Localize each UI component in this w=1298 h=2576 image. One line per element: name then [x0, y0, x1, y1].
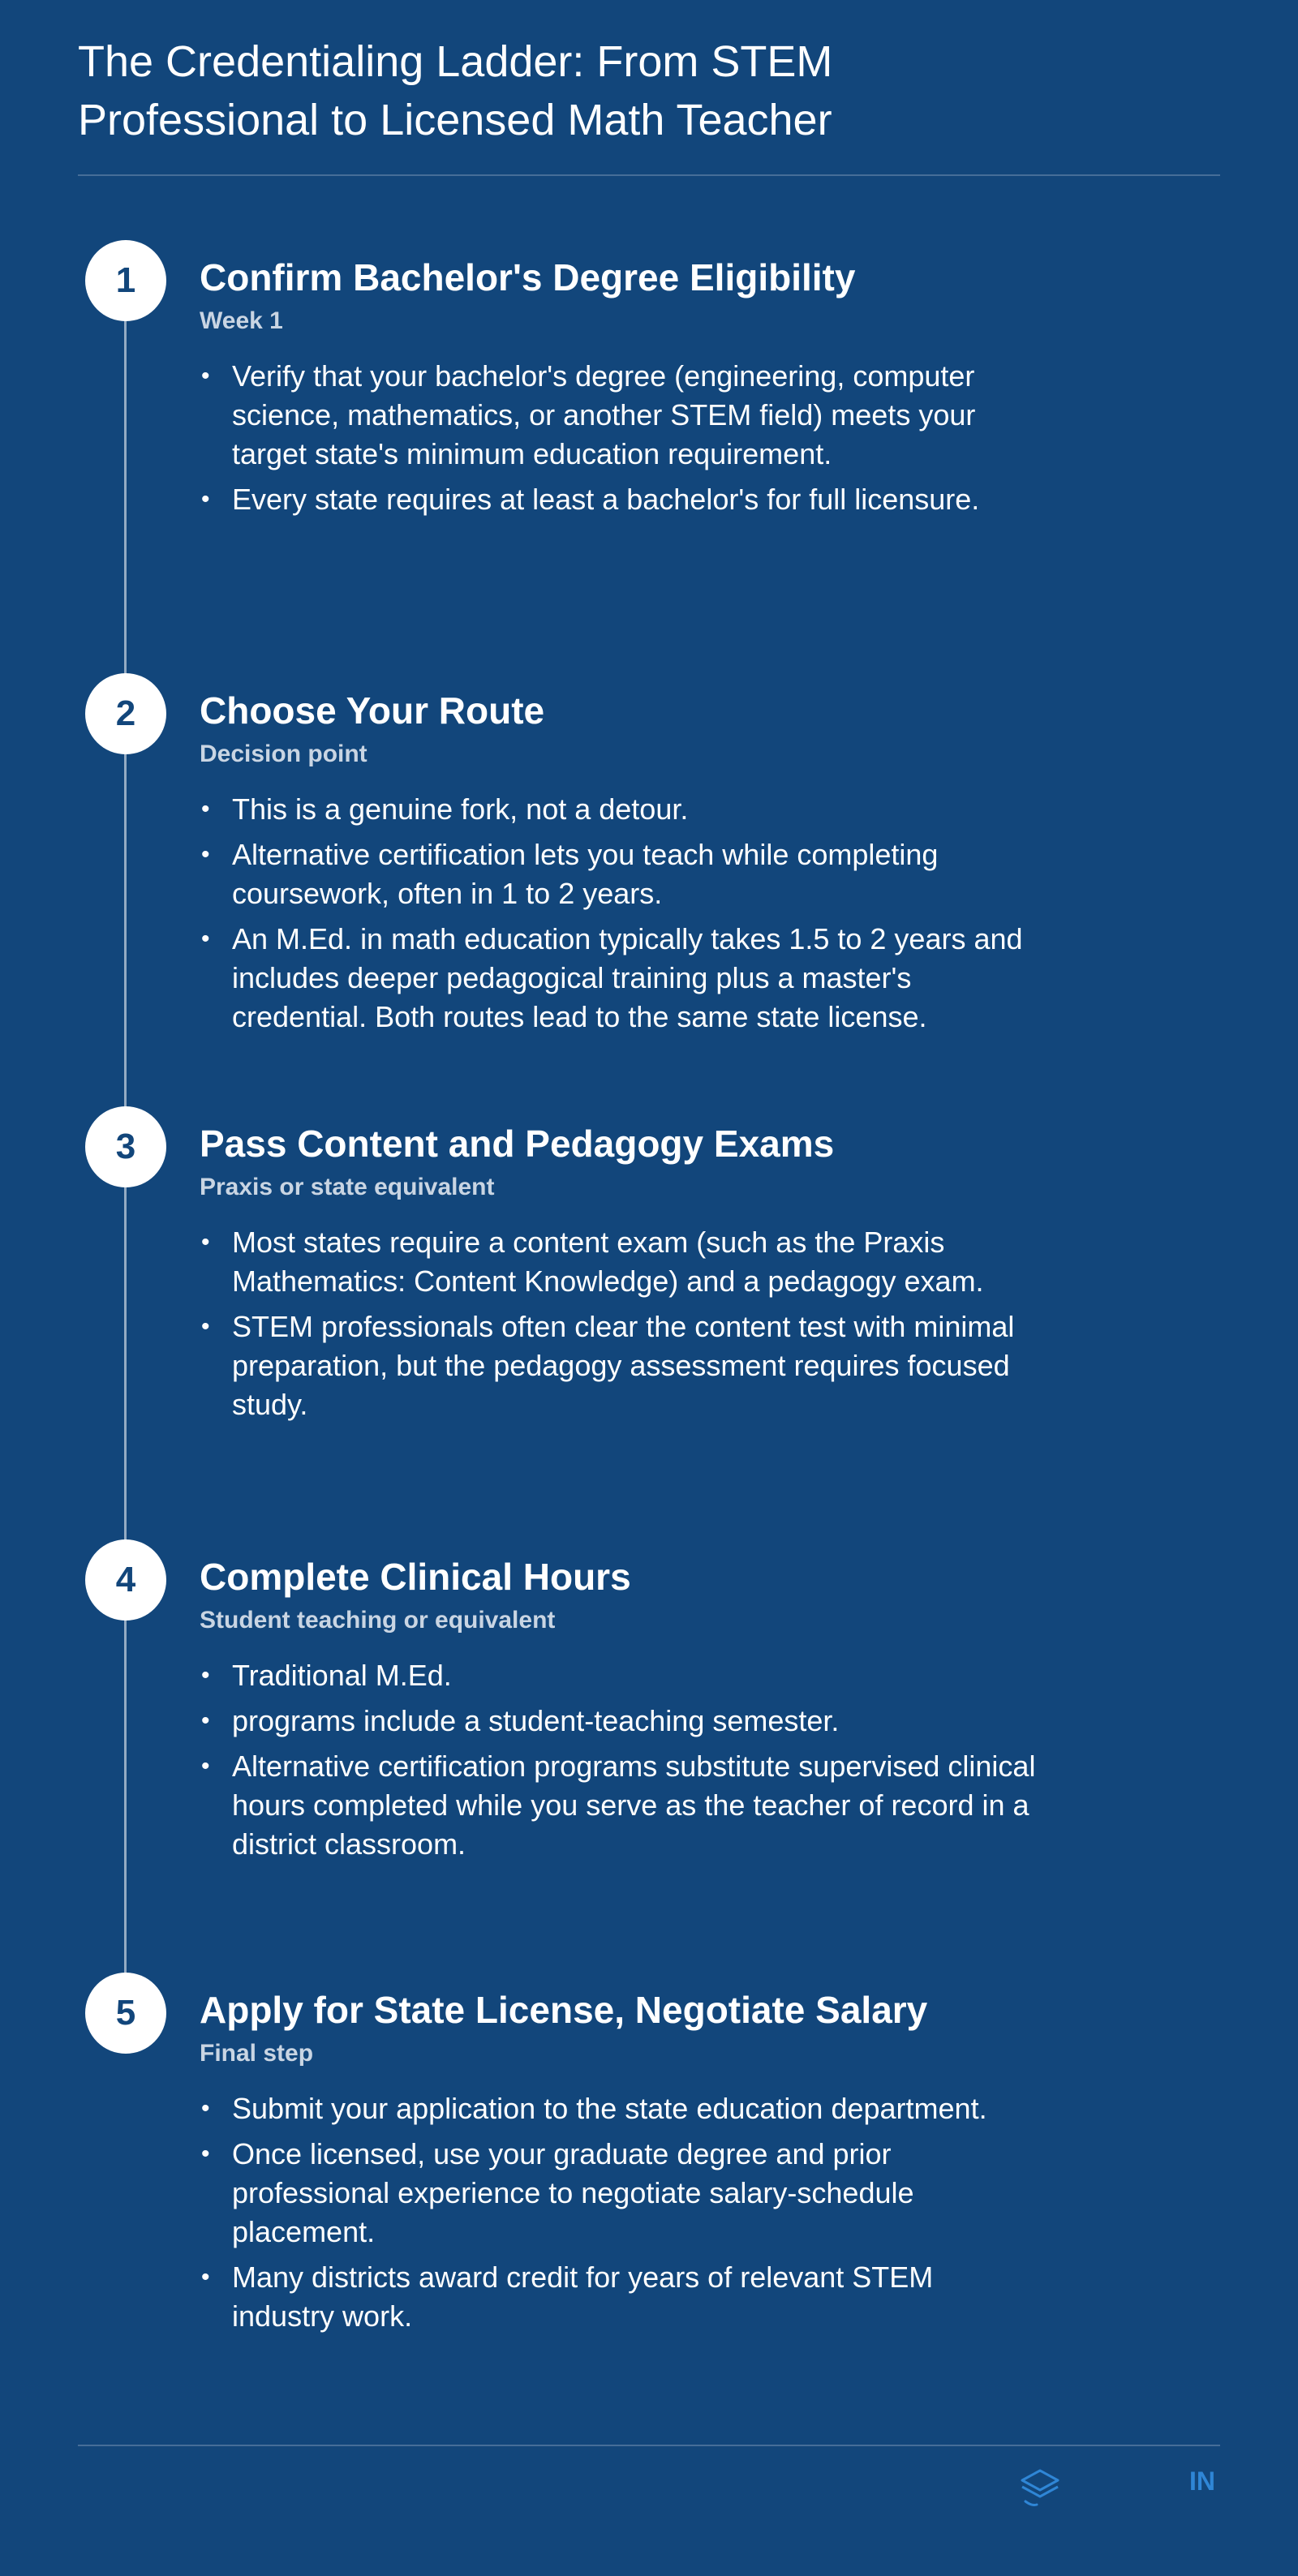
step-number: 3 — [85, 1106, 166, 1187]
bullet-text: STEM professionals often clear the content test with minimal preparation, but the pedagogy assessment requires focused study. — [232, 1310, 1015, 1421]
bullet-item — [200, 835, 1043, 913]
step-content — [200, 253, 1043, 526]
bullet-icon: • — [201, 2264, 210, 2290]
bullet-icon: • — [201, 841, 210, 868]
footer-brand: IN — [1189, 2467, 1215, 2496]
step-subtitle: Week 1 — [200, 307, 283, 334]
bullet-text: Once licensed, use your graduate degree and prior professional experience to negotiate salary-schedule placement. — [232, 2137, 914, 2248]
footer-divider — [78, 2445, 1220, 2446]
step-bullets — [200, 790, 1043, 1037]
bullet-icon: • — [201, 363, 210, 389]
bullet-text: Many districts award credit for years of relevant STEM industry work. — [232, 2260, 934, 2333]
header-divider — [78, 174, 1220, 176]
bullet-icon: • — [201, 1662, 210, 1689]
bullet-text: This is a genuine fork, not a detour. — [232, 792, 689, 826]
bullet-icon: • — [201, 2095, 210, 2122]
bullet-item — [200, 1747, 1043, 1864]
step-content — [200, 1552, 1043, 1870]
bullet-icon: • — [201, 1313, 210, 1340]
bullet-icon: • — [201, 796, 210, 822]
step-number: 4 — [85, 1539, 166, 1621]
step-subtitle: Student teaching or equivalent — [200, 1607, 556, 1634]
bullet-item — [200, 1656, 1043, 1695]
step-number: 1 — [85, 240, 166, 321]
bullet-icon: • — [201, 1229, 210, 1256]
bullet-text: An M.Ed. in math education typically takes 1.5 to 2 years and includes deeper pedagogical training plus a master's credential. Both routes lead to the same state license. — [232, 922, 1023, 1033]
bullet-item — [200, 790, 1043, 829]
step-bullets — [200, 1656, 1043, 1864]
bullet-icon: • — [201, 1707, 210, 1734]
bullet-text: Alternative certification programs substitute supervised clinical hours completed while you serve as the teacher of record in a district classroom. — [232, 1750, 1036, 1861]
bullet-text: Most states require a content exam (such as the Praxis Mathematics: Content Knowledge) and a pedagogy exam. — [232, 1226, 984, 1298]
bullet-text: Alternative certification lets you teach while completing coursework, often in 1 to 2 years. — [232, 838, 939, 910]
step-content — [200, 1119, 1043, 1431]
step-title: Choose Your Route — [200, 689, 545, 732]
bullet-text: Every state requires at least a bachelor's for full licensure. — [232, 483, 980, 516]
step-title: Apply for State License, Negotiate Salary — [200, 1989, 928, 2031]
bullet-text: programs include a student-teaching semester. — [232, 1704, 840, 1737]
step-bullets — [200, 1223, 1043, 1424]
bullet-item — [200, 2089, 1043, 2128]
step-title: Pass Content and Pedagogy Exams — [200, 1123, 835, 1165]
step-subtitle: Decision point — [200, 741, 367, 767]
bullet-item — [200, 920, 1043, 1037]
bullet-item — [200, 2258, 1043, 2336]
layers-icon — [1017, 2466, 1063, 2511]
bullet-icon: • — [201, 486, 210, 513]
bullet-text: Traditional M.Ed. — [232, 1659, 452, 1692]
bullet-text: Submit your application to the state education department. — [232, 2092, 987, 2125]
step-subtitle: Praxis or state equivalent — [200, 1174, 495, 1200]
bullet-icon: • — [201, 1753, 210, 1780]
step-number: 2 — [85, 673, 166, 754]
bullet-item — [200, 1223, 1043, 1301]
step-title: Confirm Bachelor's Degree Eligibility — [200, 256, 856, 298]
bullet-icon: • — [201, 2140, 210, 2167]
bullet-item — [200, 357, 1043, 474]
bullet-item — [200, 2135, 1043, 2252]
step-content — [200, 1986, 1043, 2342]
bullet-text: Verify that your bachelor's degree (engineering, computer science, mathematics, or another STEM field) meets your target state's minimum education requirement. — [232, 359, 976, 470]
bullet-item — [200, 1307, 1043, 1424]
step-title: Complete Clinical Hours — [200, 1556, 631, 1598]
page-title: The Credentialing Ladder: From STEM Professional to Licensed Math Teacher — [78, 37, 833, 144]
bullet-item — [200, 480, 1043, 519]
bullet-icon: • — [201, 925, 210, 952]
step-content — [200, 686, 1043, 1043]
step-bullets — [200, 357, 1043, 519]
step-number: 5 — [85, 1973, 166, 2054]
step-bullets — [200, 2089, 1043, 2336]
bullet-item — [200, 1702, 1043, 1741]
step-subtitle: Final step — [200, 2040, 314, 2067]
